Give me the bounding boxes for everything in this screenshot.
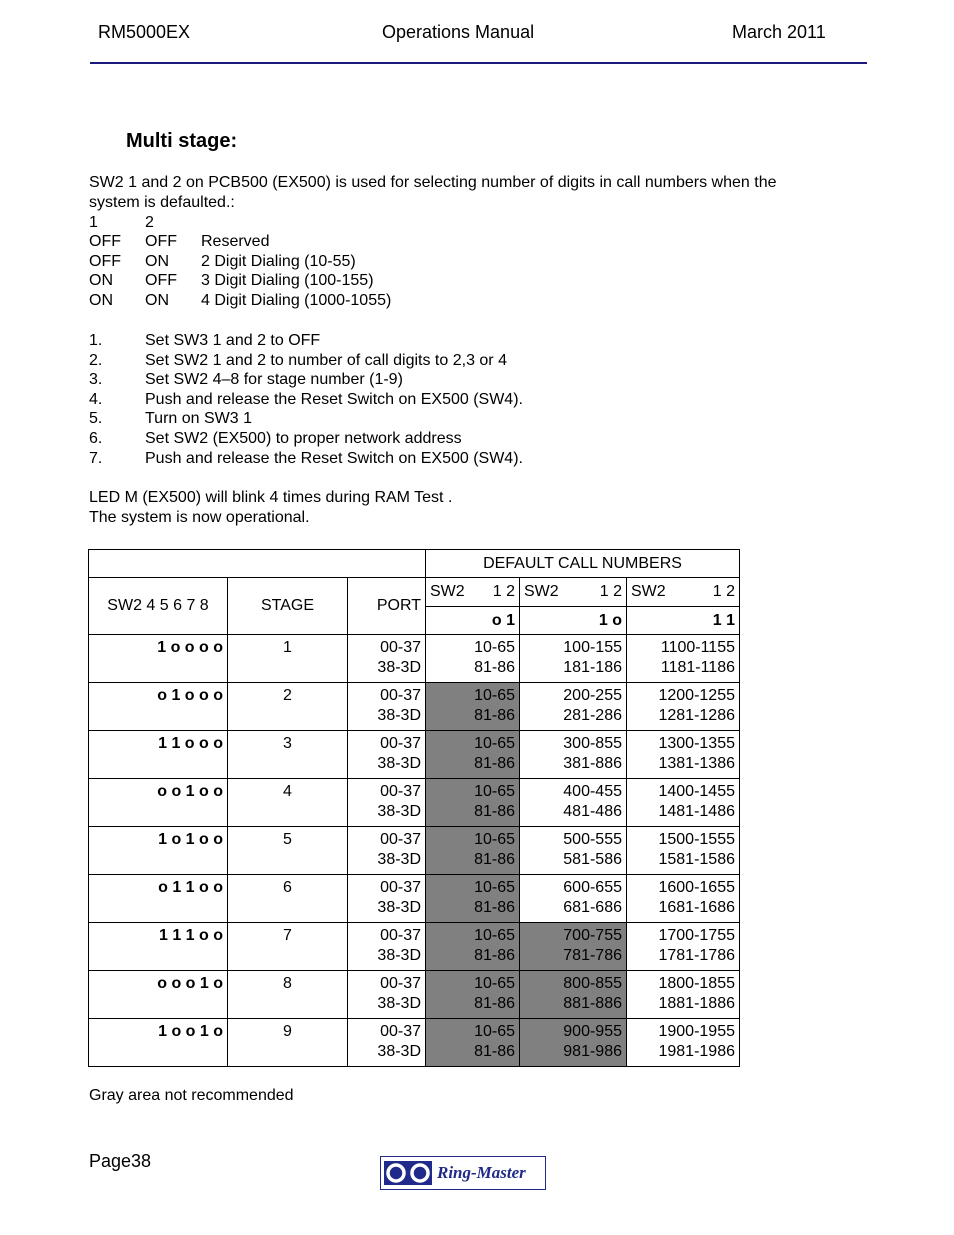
status-line: LED M (EX500) will blink 4 times during RAM Test . bbox=[89, 489, 453, 506]
port-range-line: 00-37 bbox=[380, 879, 421, 896]
port-range bbox=[348, 827, 426, 875]
switch-row-0: OFF bbox=[89, 233, 121, 250]
call-numbers-3digit-line: 981-986 bbox=[563, 1043, 622, 1060]
call-numbers-4digit bbox=[627, 635, 740, 683]
header-blank-cell bbox=[89, 550, 426, 578]
stage-switch-setting: 1 o o o o bbox=[89, 635, 228, 683]
step-0: 7. bbox=[89, 449, 103, 467]
call-numbers-4digit bbox=[627, 683, 740, 731]
stage-switch-setting: 1 1 1 o o bbox=[89, 923, 228, 971]
call-numbers-4digit-line: 1500-1555 bbox=[658, 831, 735, 848]
call-numbers-4digit-line: 1581-1586 bbox=[658, 851, 735, 868]
header-product: RM5000EX bbox=[98, 22, 191, 42]
call-numbers-3digit-line: 581-586 bbox=[563, 851, 622, 868]
port-range bbox=[348, 971, 426, 1019]
logo-text: Ring-Master bbox=[437, 1163, 526, 1182]
sw2-setting: 1 o bbox=[520, 607, 627, 635]
sw2-label: SW2 bbox=[631, 583, 666, 600]
port-range bbox=[348, 923, 426, 971]
call-numbers-4digit bbox=[627, 1019, 740, 1067]
sw2-digit-header bbox=[627, 578, 740, 607]
switch-row-2: 4 Digit Dialing (1000-1055) bbox=[201, 291, 392, 309]
port-range-line: 38-3D bbox=[377, 803, 421, 820]
stage-number: 8 bbox=[228, 971, 348, 1019]
call-numbers-4digit-line: 1700-1755 bbox=[658, 927, 735, 944]
table-row bbox=[89, 683, 740, 731]
port-range bbox=[348, 1019, 426, 1067]
sw2-digit-header bbox=[520, 578, 627, 607]
switch-row-2: 2 Digit Dialing (10-55) bbox=[201, 252, 356, 270]
call-numbers-3digit-line: 881-886 bbox=[563, 995, 622, 1012]
stage-switch-setting: o 1 o o o bbox=[89, 683, 228, 731]
port-range-line: 38-3D bbox=[377, 1043, 421, 1060]
stage-header: STAGE bbox=[228, 578, 348, 635]
switch-row-0: ON bbox=[89, 291, 113, 309]
port-range-line: 00-37 bbox=[380, 687, 421, 704]
sw2-bits: 1 2 bbox=[599, 583, 622, 600]
port-range-line: 00-37 bbox=[380, 927, 421, 944]
call-numbers-3digit-line: 700-755 bbox=[563, 927, 622, 944]
switch-head-1: 2 bbox=[145, 213, 154, 231]
table-row bbox=[89, 875, 740, 923]
call-numbers-3digit-line: 781-786 bbox=[563, 947, 622, 964]
call-numbers-table bbox=[88, 549, 740, 1067]
port-range-line: 00-37 bbox=[380, 1023, 421, 1040]
stage-switch-setting: 1 o 1 o o bbox=[89, 827, 228, 875]
call-numbers-4digit-line: 1600-1655 bbox=[658, 879, 735, 896]
call-numbers-3digit-line: 900-955 bbox=[563, 1023, 622, 1040]
section-title: Multi stage: bbox=[126, 130, 238, 152]
call-numbers-4digit-line: 1100-1155 bbox=[660, 639, 735, 656]
call-numbers-2digit-line: 81-86 bbox=[474, 659, 515, 676]
call-numbers-2digit-line: 10-65 bbox=[474, 879, 515, 896]
call-numbers-4digit bbox=[627, 971, 740, 1019]
ring-master-logo bbox=[380, 1156, 546, 1190]
call-numbers-4digit-line: 1381-1386 bbox=[658, 755, 735, 772]
status-line: The system is now operational. bbox=[89, 508, 310, 526]
port-range-line: 38-3D bbox=[377, 995, 421, 1012]
step-0: 6. bbox=[89, 430, 103, 447]
call-numbers-2digit-line: 10-65 bbox=[474, 1023, 515, 1040]
sw2-setting: o 1 bbox=[426, 607, 520, 635]
default-call-numbers-header: DEFAULT CALL NUMBERS bbox=[426, 550, 740, 578]
step-0: 3. bbox=[89, 371, 103, 389]
call-numbers-3digit-line: 181-186 bbox=[563, 659, 622, 676]
call-numbers-2digit bbox=[426, 1019, 520, 1067]
sw2-bits-header: SW2 4 5 6 7 8 bbox=[89, 578, 228, 635]
table-row bbox=[89, 827, 740, 875]
port-range-line: 38-3D bbox=[377, 707, 421, 724]
call-numbers-2digit-line: 10-65 bbox=[474, 831, 515, 848]
call-numbers-2digit bbox=[426, 635, 520, 683]
port-range-line: 00-37 bbox=[380, 831, 421, 848]
port-range-line: 00-37 bbox=[380, 735, 421, 752]
step-1: Set SW2 (EX500) to proper network address bbox=[145, 430, 462, 447]
stage-switch-setting: o o 1 o o bbox=[89, 779, 228, 827]
port-range bbox=[348, 635, 426, 683]
port-range bbox=[348, 779, 426, 827]
port-range bbox=[348, 683, 426, 731]
call-numbers-3digit-line: 381-886 bbox=[563, 755, 622, 772]
call-numbers-3digit bbox=[520, 923, 627, 971]
sw2-bits: 1 2 bbox=[712, 583, 735, 600]
call-numbers-2digit bbox=[426, 923, 520, 971]
call-numbers-3digit-line: 100-155 bbox=[563, 639, 622, 656]
call-numbers-3digit bbox=[520, 875, 627, 923]
call-numbers-3digit-line: 481-486 bbox=[563, 803, 622, 820]
switch-row-2: 3 Digit Dialing (100-155) bbox=[201, 272, 374, 290]
call-numbers-3digit bbox=[520, 1019, 627, 1067]
stage-number: 5 bbox=[228, 827, 348, 875]
port-range-line: 38-3D bbox=[377, 947, 421, 964]
call-numbers-2digit-line: 81-86 bbox=[474, 755, 515, 772]
call-numbers-4digit-line: 1181-1186 bbox=[660, 659, 735, 676]
call-numbers-3digit bbox=[520, 683, 627, 731]
switch-row-1: OFF bbox=[145, 272, 177, 290]
sw2-label: SW2 bbox=[524, 583, 559, 600]
call-numbers-4digit-line: 1881-1886 bbox=[658, 995, 735, 1012]
call-numbers-4digit bbox=[627, 923, 740, 971]
step-1: Push and release the Reset Switch on EX500 (SW4). bbox=[145, 390, 523, 408]
step-1: Turn on SW3 1 bbox=[145, 410, 253, 428]
port-range-line: 38-3D bbox=[377, 851, 421, 868]
port-range bbox=[348, 875, 426, 923]
call-numbers-3digit-line: 500-555 bbox=[563, 831, 622, 848]
header-date: March 2011 bbox=[732, 22, 826, 42]
step-1: Set SW3 1 and 2 to OFF bbox=[145, 332, 321, 349]
header-rule bbox=[90, 62, 867, 64]
call-numbers-4digit-line: 1681-1686 bbox=[658, 899, 735, 916]
call-numbers-4digit-line: 1900-1955 bbox=[658, 1023, 735, 1040]
table-row bbox=[89, 731, 740, 779]
call-numbers-2digit bbox=[426, 827, 520, 875]
gray-note: Gray area not recommended bbox=[89, 1087, 294, 1104]
stage-switch-setting: o 1 1 o o bbox=[89, 875, 228, 923]
call-numbers-3digit bbox=[520, 971, 627, 1019]
call-numbers-2digit-line: 81-86 bbox=[474, 899, 515, 916]
page-number: Page38 bbox=[89, 1151, 152, 1171]
port-range-line: 38-3D bbox=[377, 755, 421, 772]
call-numbers-2digit-line: 81-86 bbox=[474, 851, 515, 868]
table-header-row bbox=[89, 578, 740, 607]
stage-number: 7 bbox=[228, 923, 348, 971]
stage-number: 1 bbox=[228, 635, 348, 683]
call-numbers-3digit bbox=[520, 827, 627, 875]
call-numbers-2digit-line: 10-65 bbox=[474, 639, 515, 656]
step-0: 5. bbox=[89, 410, 103, 428]
port-range-line: 00-37 bbox=[380, 975, 421, 992]
call-numbers-2digit-line: 81-86 bbox=[474, 707, 515, 724]
call-numbers-4digit-line: 1200-1255 bbox=[658, 687, 735, 704]
stage-number: 3 bbox=[228, 731, 348, 779]
port-range-line: 38-3D bbox=[377, 659, 421, 676]
table-row bbox=[89, 923, 740, 971]
call-numbers-3digit bbox=[520, 779, 627, 827]
call-numbers-4digit bbox=[627, 827, 740, 875]
stage-number: 2 bbox=[228, 683, 348, 731]
switch-row-1: OFF bbox=[145, 233, 177, 250]
call-numbers-2digit-line: 81-86 bbox=[474, 803, 515, 820]
switch-row-0: ON bbox=[89, 272, 113, 290]
call-numbers-2digit-line: 81-86 bbox=[474, 995, 515, 1012]
stage-switch-setting: 1 1 o o o bbox=[89, 731, 228, 779]
step-1: Set SW2 1 and 2 to number of call digits to 2,3 or 4 bbox=[145, 351, 507, 369]
port-range bbox=[348, 731, 426, 779]
call-numbers-2digit-line: 10-65 bbox=[474, 975, 515, 992]
call-numbers-2digit-line: 10-65 bbox=[474, 783, 515, 800]
stage-switch-setting: o o o 1 o bbox=[89, 971, 228, 1019]
call-numbers-4digit-line: 1281-1286 bbox=[658, 707, 735, 724]
call-numbers-4digit-line: 1481-1486 bbox=[658, 803, 735, 820]
call-numbers-3digit-line: 800-855 bbox=[563, 975, 622, 992]
call-numbers-2digit bbox=[426, 875, 520, 923]
call-numbers-3digit-line: 300-855 bbox=[563, 735, 622, 752]
port-range-line: 00-37 bbox=[380, 783, 421, 800]
call-numbers-2digit bbox=[426, 971, 520, 1019]
call-numbers-2digit bbox=[426, 731, 520, 779]
call-numbers-3digit bbox=[520, 731, 627, 779]
port-header: PORT bbox=[348, 578, 426, 635]
table-row bbox=[89, 971, 740, 1019]
step-0: 1. bbox=[89, 332, 103, 349]
intro-line: SW2 1 and 2 on PCB500 (EX500) is used for selecting number of digits in call numbers when the bbox=[89, 174, 777, 191]
call-numbers-2digit-line: 10-65 bbox=[474, 687, 515, 704]
call-numbers-3digit-line: 600-655 bbox=[563, 879, 622, 896]
call-numbers-3digit bbox=[520, 635, 627, 683]
port-range-line: 00-37 bbox=[380, 639, 421, 656]
table-row bbox=[89, 1019, 740, 1067]
stage-number: 4 bbox=[228, 779, 348, 827]
stage-number: 9 bbox=[228, 1019, 348, 1067]
step-1: Push and release the Reset Switch on EX500 (SW4). bbox=[145, 449, 523, 467]
call-numbers-3digit-line: 200-255 bbox=[563, 687, 622, 704]
call-numbers-4digit-line: 1781-1786 bbox=[658, 947, 735, 964]
sw2-bits: 1 2 bbox=[492, 583, 515, 600]
table-header-row bbox=[89, 550, 740, 578]
call-numbers-4digit bbox=[627, 731, 740, 779]
call-numbers-4digit-line: 1981-1986 bbox=[658, 1043, 735, 1060]
switch-row-0: OFF bbox=[89, 252, 121, 270]
switch-row-2: Reserved bbox=[201, 233, 270, 250]
sw2-digit-header bbox=[426, 578, 520, 607]
call-numbers-2digit-line: 10-65 bbox=[474, 927, 515, 944]
step-0: 2. bbox=[89, 351, 103, 369]
intro-line: system is defaulted.: bbox=[89, 193, 235, 211]
call-numbers-4digit bbox=[627, 875, 740, 923]
call-numbers-4digit-line: 1400-1455 bbox=[658, 783, 735, 800]
call-numbers-3digit-line: 681-686 bbox=[563, 899, 622, 916]
call-numbers-3digit-line: 281-286 bbox=[563, 707, 622, 724]
switch-head-0: 1 bbox=[89, 213, 98, 231]
sw2-label: SW2 bbox=[430, 583, 465, 600]
call-numbers-3digit-line: 400-455 bbox=[563, 783, 622, 800]
call-numbers-2digit bbox=[426, 683, 520, 731]
step-0: 4. bbox=[89, 390, 103, 408]
call-numbers-4digit-line: 1800-1855 bbox=[658, 975, 735, 992]
stage-switch-setting: 1 o o 1 o bbox=[89, 1019, 228, 1067]
port-range-line: 38-3D bbox=[377, 899, 421, 916]
table-row bbox=[89, 635, 740, 683]
call-numbers-2digit-line: 10-65 bbox=[474, 735, 515, 752]
switch-row-1: ON bbox=[145, 252, 169, 270]
call-numbers-2digit-line: 81-86 bbox=[474, 1043, 515, 1060]
call-numbers-2digit bbox=[426, 779, 520, 827]
switch-row-1: ON bbox=[145, 291, 169, 309]
call-numbers-4digit-line: 1300-1355 bbox=[658, 735, 735, 752]
header-title: Operations Manual bbox=[382, 22, 535, 42]
sw2-setting: 1 1 bbox=[627, 607, 740, 635]
table-row bbox=[89, 779, 740, 827]
call-numbers-4digit bbox=[627, 779, 740, 827]
step-1: Set SW2 4–8 for stage number (1-9) bbox=[145, 371, 403, 389]
call-numbers-2digit-line: 81-86 bbox=[474, 947, 515, 964]
stage-number: 6 bbox=[228, 875, 348, 923]
